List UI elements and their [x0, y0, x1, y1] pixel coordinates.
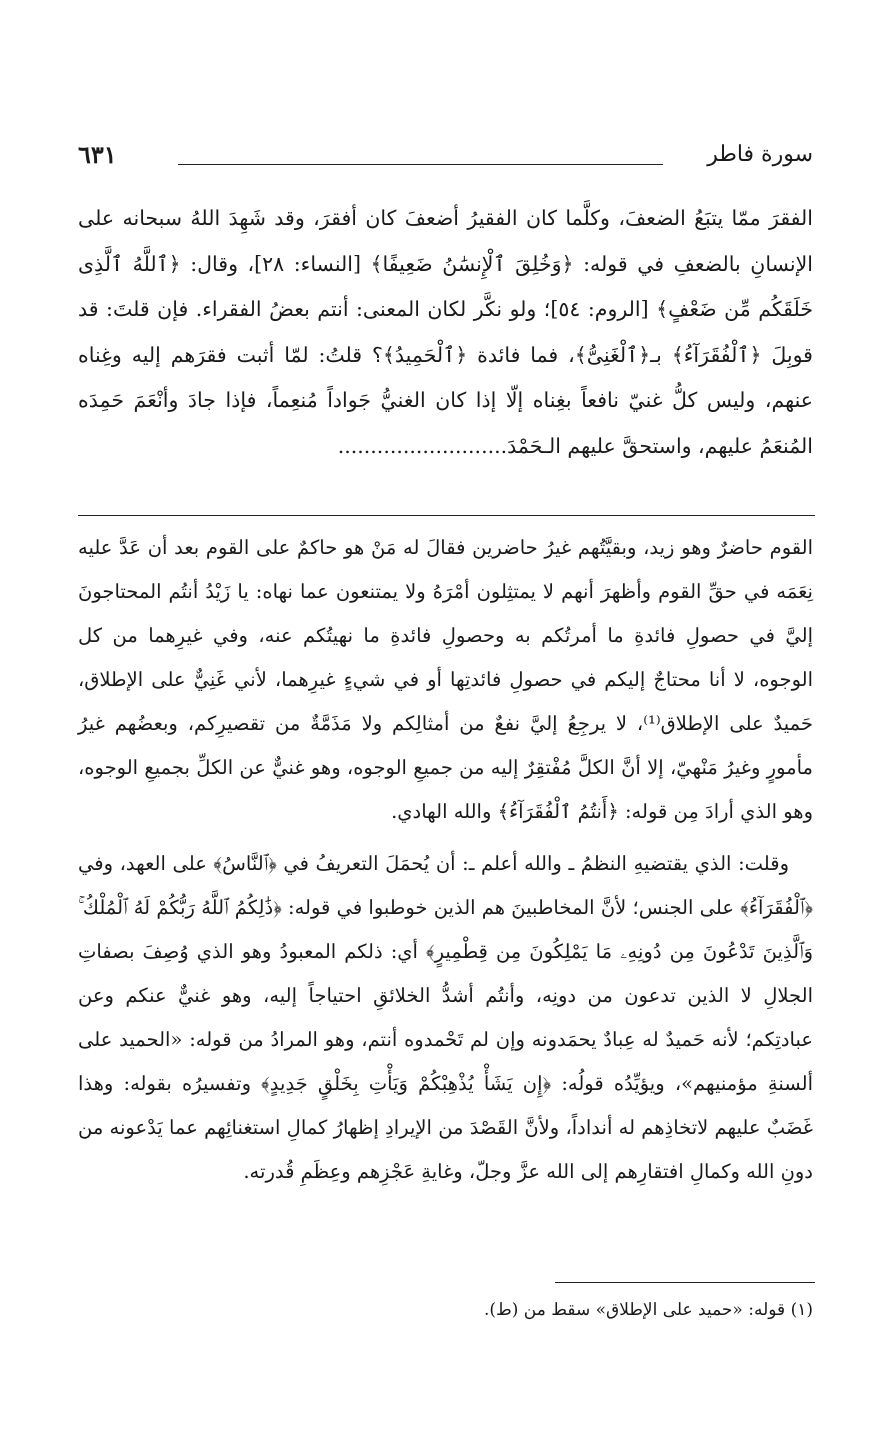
- main-paragraph: الفقرَ ممّا يتبَعُ الضعفَ، وكلَّما كان الفقيرُ أضعفَ كان أفقرَ، وقد شَهِدَ اللهُ سبحانه على الإنسانِ بالضعفِ في قوله: ﴿وَخُلِقَ ٱلْإِنسَٰنُ ضَعِيفًا﴾ [النساء: ٢٨]، وقال: ﴿ٱللَّهُ ٱلَّذِى خَلَقَكُم مِّن ضَعْفٍ﴾ [الروم: ٥٤]؛ ولو نكَّر لكان المعنى: أنتم بعضُ الفقراء. فإن قلتَ: قد قوبِلَ ﴿ٱلْفُقَرَآءُ﴾ بـ﴿ٱلْغَنِىُّ﴾، فما فائدة ﴿ٱلْحَمِيدُ﴾؟ قلتُ: لمّا أثبت فقرَهم إليه وغِناه عنهم، وليس كلُّ غنيّ نافعاً بغِناه إلّا إذا كان الغنيُّ جَواداً مُنعِماً، فإذا جادَ وأنْعَمَ حَمِدَه المُنعَمُ عليهم، واستحقَّ عليهم الـحَمْدَ..........................: [78, 206, 813, 458]
- commentary-paragraph-2: وقلت: الذي يقتضيهِ النظمُ ـ والله أعلم ـ: أن يُحمَلَ التعريفُ في ﴿ٱلنَّاسُ﴾ على العهد، وفي ﴿ٱلْفُقَرَآءُ﴾ على الجنس؛ لأنَّ المخاطبينَ هم الذين خوطبوا في قوله: ﴿ذَٰلِكُمُ ٱللَّهُ رَبُّكُمْ لَهُ ٱلْمُلْكُ ۚ وَٱلَّذِينَ تَدْعُونَ مِن دُونِهِۦ مَا يَمْلِكُونَ مِن قِطْمِيرٍ﴾ أي: ذلكم المعبودُ وهو الذي وُصِفَ بصفاتِ الجلالِ لا الذين تدعون من دونِه، وأنتُم أشدُّ الخلائقِ احتياجاً إليه، وهو غنيٌّ عنكم وعن عبادتِكم؛ لأنه حَميدٌ له عِبادٌ يحمَدونه وإن لم تَحْمدوه أنتم، وهو المرادُ من قوله: «الحميد على ألسنةِ مؤمنيهم»، ويؤيِّدُه قولُه: ﴿إِن يَشَأْ يُذْهِبْكُمْ وَيَأْتِ بِخَلْقٍ جَدِيدٍ﴾ وتفسيرُه بقوله: وهذا غَضَبٌ عليهم لاتخاذِهم له أنداداً، ولأنَّ القَصْدَ من الإيرادِ إظهارُ كمالِ استغنائِهم عما يَدْعونه من دونِ الله وكمالِ افتقارِهم إلى الله عزَّ وجلّ، وغايةِ عَجْزِهم وعِظَمِ قُدرته.: [78, 852, 813, 1183]
- main-text: [78, 196, 813, 469]
- page-header: [78, 140, 813, 180]
- header-rule: [178, 164, 663, 165]
- commentary-paragraph-1: القوم حاضرٌ وهو زيد، وبقيَّتُهم غيرُ حاضرين فقالَ له مَنْ هو حاكمٌ على القوم بعد أن عَدَّ عليه نِعَمَه في حقِّ القوم وأظهرَ أنهم لا يمتثِلون أمْرَهُ ولا يمتنعون عما نهاه: يا زَيْدُ أنتُم المحتاجونَ إليَّ في حصولِ فائدةِ ما أمرتُكم به وحصولِ فائدةِ ما نهيتُكم عنه، وفي غيرِهما من كل الوجوه، لا أنا محتاجٌ إليكم في حصولِ فائدتِها أو في شيءٍ غيرِهما، لأني غَنِيٌّ على الإطلاق، حَميدٌ على الإطلاق⁽¹⁾، لا يرجِعُ إليَّ نفعٌ من أمثالِكم ولا مَذَمَّةٌ من تقصيرِكم، وبعضُهم غيرُ مأمورٍ وغيرُ مَنْهيّ، إلا أنَّ الكلَّ مُفْتقِرٌ إليه من جميعِ الوجوه، وهو غنيٌّ عن الكلِّ بجميعِ الوجوه، وهو الذي أرادَ مِن قوله: ﴿أَنتُمُ ٱلْفُقَرَآءُ﴾ والله الهادي.: [78, 536, 813, 823]
- footnote-divider: [555, 1282, 815, 1283]
- footnote: (١) قوله: «حميد على الإطلاق» سقط من (ط).: [483, 1300, 813, 1320]
- section-divider: [78, 515, 815, 516]
- surah-name: سورة فاطر: [707, 142, 813, 167]
- page-number: ٦٣١: [78, 140, 117, 169]
- commentary-text: [78, 526, 813, 1194]
